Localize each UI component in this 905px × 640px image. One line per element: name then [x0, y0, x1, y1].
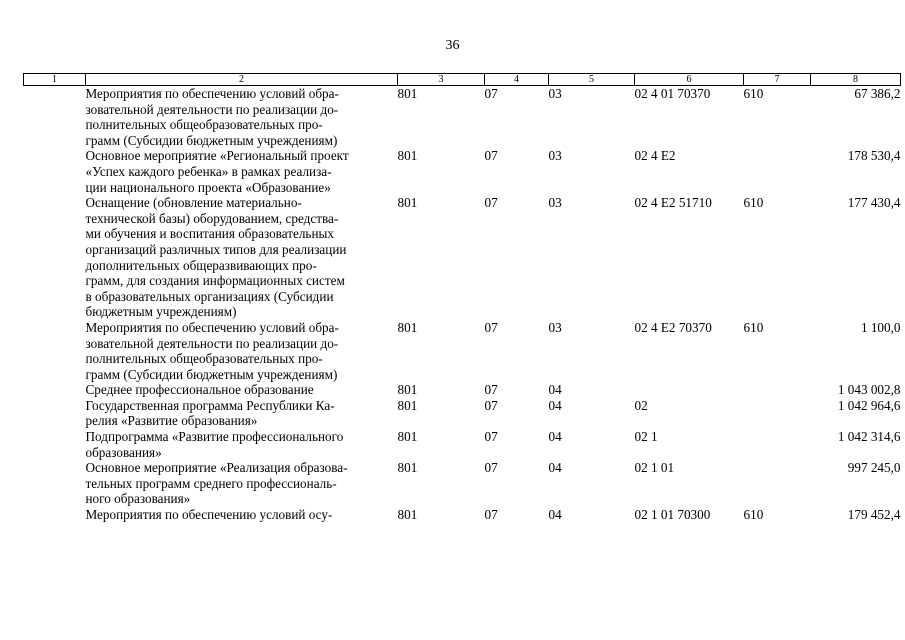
item-name-line: ного образования»	[85, 491, 191, 507]
section-code: 07	[484, 319, 498, 335]
item-name-line: организаций различных типов для реализации	[85, 241, 347, 257]
subsection-code: 03	[548, 319, 562, 335]
item-name-line: дополнительных общеразвивающих про-	[85, 257, 317, 273]
ministry-code: 801	[397, 148, 418, 164]
column-number: 2	[86, 74, 398, 86]
row-number-cell	[24, 86, 86, 149]
row-number-cell	[24, 460, 86, 507]
row-number-cell	[24, 382, 86, 398]
item-name-line: Основное мероприятие «Реализация образова-	[85, 460, 348, 476]
expense-type-code	[744, 148, 811, 195]
item-name-line: ми обучения и воспитания образовательных	[85, 226, 334, 242]
ministry-code: 801	[397, 382, 418, 398]
target-article-code: 02 1 01	[634, 460, 675, 476]
ministry-code: 801	[397, 319, 418, 335]
item-name-line: ции национального проекта «Образование»	[85, 179, 331, 195]
table-row	[24, 398, 901, 429]
item-name-line: зовательной деятельности по реализации до-	[85, 335, 339, 351]
amount: 177 430,4	[847, 195, 901, 211]
expense-type-code: 610	[743, 195, 764, 211]
target-article-code: 02 1 01 70300	[634, 507, 711, 523]
target-article-code: 02 4 Е2	[634, 148, 676, 164]
item-name	[86, 148, 398, 195]
table-row	[24, 86, 901, 149]
subsection-code: 04	[548, 429, 562, 445]
item-name-line: релия «Развитие образования»	[85, 413, 258, 429]
item-name	[86, 382, 398, 398]
amount: 997 245,0	[847, 460, 901, 476]
item-name	[86, 507, 398, 523]
amount: 1 043 002,8	[837, 382, 901, 398]
ministry-code: 801	[397, 397, 418, 413]
ministry-code: 801	[397, 507, 418, 523]
row-number-cell	[24, 195, 86, 320]
item-name	[86, 398, 398, 429]
target-article-code: 02 1	[634, 429, 658, 445]
target-article-code: 02 4 Е2 70370	[634, 319, 712, 335]
column-number-row	[24, 74, 901, 86]
column-number: 5	[549, 74, 635, 86]
section-code: 07	[484, 148, 498, 164]
subsection-code: 03	[548, 86, 562, 101]
row-number-cell	[24, 320, 86, 382]
expense-type-code	[744, 382, 811, 398]
item-name-line: тельных программ среднего профессиональ-	[85, 475, 337, 491]
section-code: 07	[484, 397, 498, 413]
expense-type-code: 610	[743, 507, 764, 523]
item-name-line: полнительных общеобразовательных про-	[85, 351, 323, 367]
column-number: 8	[811, 74, 901, 86]
amount: 178 530,4	[847, 148, 901, 164]
subsection-code: 04	[548, 382, 562, 398]
ministry-code: 801	[397, 195, 418, 211]
item-name-line: технической базы) оборудованием, средства-	[85, 210, 339, 226]
subsection-code: 03	[548, 148, 562, 164]
amount: 1 100,0	[860, 319, 901, 335]
section-code: 07	[484, 195, 498, 211]
table-row	[24, 460, 901, 507]
page-number: 36	[445, 38, 460, 53]
item-name-line: «Успех каждого ребенка» в рамках реализа-	[85, 163, 332, 179]
item-name-line: Среднее профессиональное образование	[85, 382, 314, 398]
table-row	[24, 320, 901, 382]
item-name	[86, 320, 398, 382]
target-article-code	[635, 382, 744, 398]
subsection-code: 03	[548, 195, 562, 211]
row-number-cell	[24, 398, 86, 429]
table-row	[24, 429, 901, 460]
item-name	[86, 460, 398, 507]
item-name-line: в образовательных организациях (Субсидии	[85, 288, 334, 304]
item-name-line: Основное мероприятие «Региональный проект	[85, 148, 349, 164]
column-number: 4	[485, 74, 549, 86]
item-name	[86, 86, 398, 149]
table-row	[24, 382, 901, 398]
row-number-cell	[24, 148, 86, 195]
table-row	[24, 148, 901, 195]
item-name-line: Мероприятия по обеспечению условий обра-	[85, 319, 339, 335]
expense-type-code	[744, 429, 811, 460]
item-name-line: образования»	[85, 444, 162, 460]
item-name	[86, 195, 398, 320]
subsection-code: 04	[548, 397, 562, 413]
ministry-code: 801	[397, 460, 418, 476]
item-name-line: полнительных общеобразовательных про-	[85, 117, 323, 133]
section-code: 07	[484, 382, 498, 398]
amount: 1 042 314,6	[837, 429, 901, 445]
table-row	[24, 195, 901, 320]
item-name-line: Государственная программа Республики Ка-	[85, 397, 335, 413]
item-name-line: Подпрограмма «Развитие профессионального	[85, 429, 344, 445]
ministry-code: 801	[397, 86, 418, 101]
item-name-line: грамм (Субсидии бюджетным учреждениям)	[85, 132, 338, 148]
subsection-code: 04	[548, 460, 562, 476]
item-name-line: бюджетным учреждениям)	[85, 304, 237, 320]
item-name-line: зовательной деятельности по реализации до-	[85, 101, 339, 117]
item-name-line: грамм, для создания информационных систем	[85, 273, 345, 289]
target-article-code: 02	[634, 397, 648, 413]
budget-table	[23, 73, 901, 523]
section-code: 07	[484, 429, 498, 445]
expense-type-code	[744, 398, 811, 429]
expense-type-code: 610	[743, 86, 764, 101]
item-name	[86, 429, 398, 460]
item-name-line: грамм (Субсидии бюджетным учреждениям)	[85, 366, 338, 382]
column-number: 6	[635, 74, 744, 86]
column-number: 7	[744, 74, 811, 86]
row-number-cell	[24, 429, 86, 460]
item-name-line: Мероприятия по обеспечению условий обра-	[85, 86, 339, 101]
item-name-line: Оснащение (обновление материально-	[85, 195, 302, 211]
column-number: 3	[398, 74, 485, 86]
section-code: 07	[484, 460, 498, 476]
amount: 179 452,4	[847, 507, 901, 523]
target-article-code: 02 4 Е2 51710	[634, 195, 712, 211]
row-number-cell	[24, 507, 86, 523]
target-article-code: 02 4 01 70370	[634, 86, 711, 101]
ministry-code: 801	[397, 429, 418, 445]
section-code: 07	[484, 86, 498, 101]
expense-type-code: 610	[743, 319, 764, 335]
subsection-code: 04	[548, 507, 562, 523]
amount: 67 386,2	[854, 86, 901, 101]
item-name-line: Мероприятия по обеспечению условий осу-	[85, 507, 333, 523]
column-number: 1	[24, 74, 86, 86]
table-row	[24, 507, 901, 523]
section-code: 07	[484, 507, 498, 523]
amount: 1 042 964,6	[837, 397, 901, 413]
expense-type-code	[744, 460, 811, 507]
